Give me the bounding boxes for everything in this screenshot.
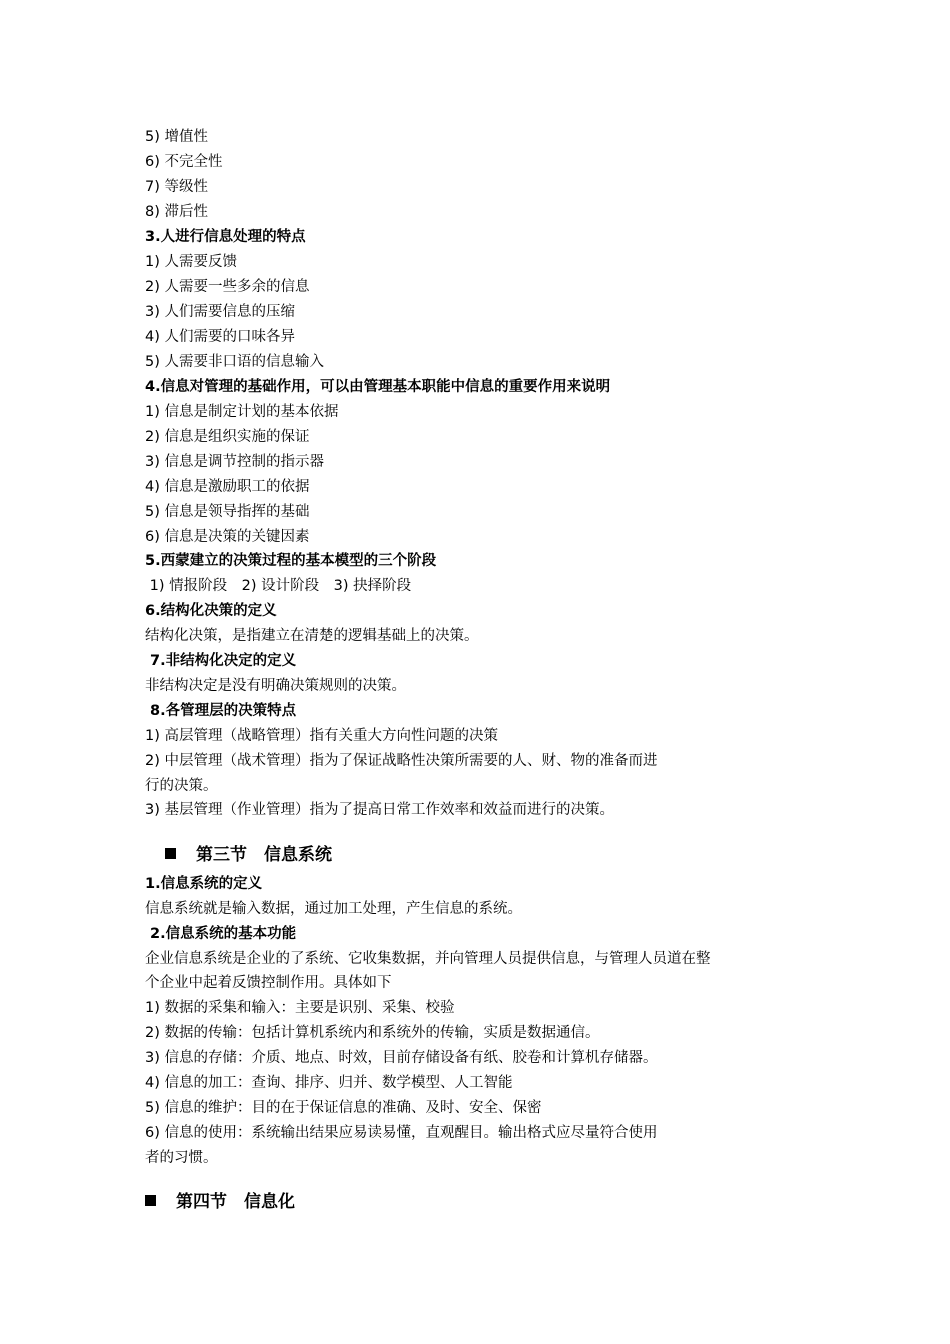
list-item: 4) 信息是激励职工的依据 bbox=[145, 479, 310, 495]
stages-line: 1) 情报阶段 2) 设计阶段 3) 抉择阶段 bbox=[145, 578, 412, 594]
list-item: 5) 增值性 bbox=[145, 129, 208, 145]
list-item: 6) 信息是决策的关键因素 bbox=[145, 529, 310, 545]
list-item: 1) 信息是制定计划的基本依据 bbox=[145, 404, 339, 420]
list-item: 2) 信息是组织实施的保证 bbox=[145, 429, 310, 445]
list-item: 4) 人们需要的口味各异 bbox=[145, 329, 295, 345]
list-item: 6) 信息的使用：系统输出结果应易读易懂，直观醒目。输出格式应尽量符合使用 bbox=[145, 1125, 658, 1141]
list-item: 1) 高层管理（战略管理）指有关重大方向性问题的决策 bbox=[145, 728, 498, 744]
list-item: 2) 数据的传输：包括计算机系统内和系统外的传输，实质是数据通信。 bbox=[145, 1025, 600, 1041]
section-heading-3 bbox=[165, 844, 332, 866]
paragraph: 企业信息系统是企业的了系统、它收集数据，并向管理人员提供信息，与管理人员道在整 bbox=[145, 951, 711, 967]
list-item: 1) 人需要反馈 bbox=[145, 254, 237, 270]
square-bullet-icon bbox=[145, 1195, 156, 1206]
heading-def: 1.信息系统的定义 bbox=[145, 876, 263, 892]
list-item-continuation: 行的决策。 bbox=[145, 778, 218, 794]
list-item: 2) 人需要一些多余的信息 bbox=[145, 279, 310, 295]
heading-q8: 8.各管理层的决策特点 bbox=[145, 703, 297, 719]
paragraph: 个企业中起着反馈控制作用。具体如下 bbox=[145, 975, 392, 991]
list-item-continuation: 者的习惯。 bbox=[145, 1150, 218, 1166]
list-item: 6) 不完全性 bbox=[145, 154, 223, 170]
paragraph: 非结构决定是没有明确决策规则的决策。 bbox=[145, 678, 406, 694]
list-item: 3) 人们需要信息的压缩 bbox=[145, 304, 295, 320]
list-item: 5) 人需要非口语的信息输入 bbox=[145, 354, 324, 370]
list-item: 3) 信息的存储：介质、地点、时效，目前存储设备有纸、胶卷和计算机存储器。 bbox=[145, 1050, 658, 1066]
heading-q6: 6.结构化决策的定义 bbox=[145, 603, 277, 619]
section-title: 第四节 信息化 bbox=[176, 1192, 295, 1212]
heading-q5: 5.西蒙建立的决策过程的基本模型的三个阶段 bbox=[145, 553, 437, 569]
list-item: 2) 中层管理（战术管理）指为了保证战略性决策所需要的人、财、物的准备而进 bbox=[145, 753, 658, 769]
list-item: 5) 信息是领导指挥的基础 bbox=[145, 504, 310, 520]
section-title: 第三节 信息系统 bbox=[196, 845, 332, 865]
list-item: 5) 信息的维护：目的在于保证信息的准确、及时、安全、保密 bbox=[145, 1100, 542, 1116]
list-item: 8) 滞后性 bbox=[145, 204, 208, 220]
square-bullet-icon bbox=[165, 848, 176, 859]
paragraph: 结构化决策，是指建立在清楚的逻辑基础上的决策。 bbox=[145, 628, 479, 644]
list-item: 3) 基层管理（作业管理）指为了提高日常工作效率和效益而进行的决策。 bbox=[145, 802, 614, 818]
heading-q4: 4.信息对管理的基础作用，可以由管理基本职能中信息的重要作用来说明 bbox=[145, 379, 611, 395]
heading-func: 2.信息系统的基本功能 bbox=[145, 926, 297, 942]
heading-q3: 3.人进行信息处理的特点 bbox=[145, 229, 306, 245]
list-item: 3) 信息是调节控制的指示器 bbox=[145, 454, 324, 470]
heading-q7: 7.非结构化决定的定义 bbox=[145, 653, 297, 669]
list-item: 4) 信息的加工：查询、排序、归并、数学模型、人工智能 bbox=[145, 1075, 513, 1091]
list-item: 1) 数据的采集和输入：主要是识别、采集、校验 bbox=[145, 1000, 455, 1016]
list-item: 7) 等级性 bbox=[145, 179, 208, 195]
paragraph: 信息系统就是输入数据，通过加工处理，产生信息的系统。 bbox=[145, 901, 522, 917]
section-heading-4 bbox=[145, 1191, 295, 1213]
